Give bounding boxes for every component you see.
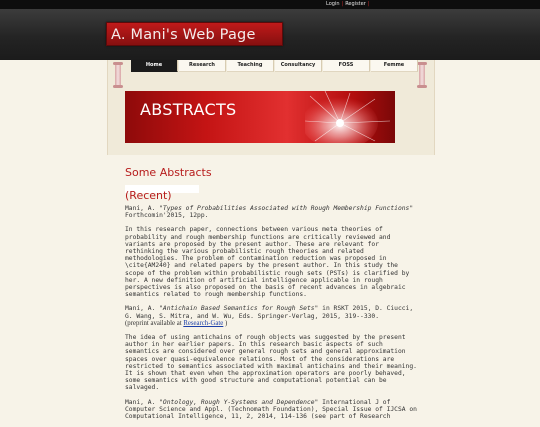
nav-femme[interactable]: Femme bbox=[371, 60, 418, 72]
banner-title: ABSTRACTS bbox=[140, 100, 237, 119]
citation bbox=[125, 399, 417, 421]
abstracts-banner bbox=[125, 91, 395, 143]
nav-home[interactable]: Home bbox=[131, 60, 178, 72]
preprint-suffix: ) bbox=[223, 319, 228, 327]
citation-title: "Ontology, Rough Y-Systems and Dependence" bbox=[159, 398, 319, 406]
citation-venue: International J of Computer Science and Appl. (Technomath Foundation), Special Issue of IJCSA on Computational Intelligence, 11, 2, 2014, 114-136 (see part of Research bbox=[125, 398, 417, 421]
site-header bbox=[0, 9, 540, 60]
nav-foss[interactable]: FOSS bbox=[323, 60, 370, 72]
nav-consultancy[interactable]: Consultancy bbox=[275, 60, 322, 72]
top-bar bbox=[0, 0, 540, 9]
nav-teaching[interactable]: Teaching bbox=[227, 60, 274, 72]
nav-research[interactable]: Research bbox=[179, 60, 226, 72]
site-logo[interactable]: A. Mani's Web Page bbox=[106, 22, 283, 46]
citation-title: "Types of Probabilities Associated with Rough Membership Functions" bbox=[159, 205, 414, 212]
abstracts-list bbox=[125, 205, 417, 427]
citation-venue: in RSKT 2015, D. Ciucci, G. Wang, S. Mitra, and W. Wu, Eds. Springer-Verlag, 2015, 319--330. bbox=[125, 305, 414, 320]
abstract-text: In this research paper, connections between various meta theories of probability and rough membership functions are critically reviewed and variants are proposed by the present author. These are relevant for rethinking the various probabilistic rough theories and related methodologies. The problem of contamination reduction was proposed in \cite{AM240} and related papers by the present author. In this study the scope of the problem within probabilistic rough sets (PSTs) is clarified by her. A new definition of artificial intelligence applicable in rough perspectives is also proposed on the basis of recent advances in algebraic semantics related to rough membership functions. bbox=[125, 226, 410, 299]
citation bbox=[125, 305, 417, 327]
citation bbox=[125, 205, 417, 219]
main-nav bbox=[131, 60, 419, 72]
citation-author: Mani, A. bbox=[125, 305, 160, 313]
recent-subheading: (Recent) bbox=[125, 189, 172, 202]
abstract-text: The idea of using antichains of rough objects was suggested by the present author in her earlier papers. In this research basic aspects of such semantics are considered over general rough sets and general approximation spaces over quasi-equivalence relations. Most of the considerations are restricted to semantics associated with maximal antichains and their meaning. It is shown that even when the approximation operators are poorly behaved, some semantics with good structure and computational potential can be salvaged. bbox=[125, 334, 417, 392]
citation-author: Mani, A. bbox=[125, 398, 160, 406]
register-link[interactable]: Register bbox=[345, 1, 366, 7]
link-separator: | bbox=[341, 1, 344, 7]
decorative-pillar-right bbox=[419, 62, 425, 88]
flower-graphic bbox=[305, 91, 395, 143]
login-link[interactable]: Login bbox=[326, 1, 340, 7]
page-heading: Some Abstracts bbox=[125, 166, 212, 179]
preprint-note bbox=[125, 320, 227, 327]
citation-venue: Forthcomin'2015, 12pp. bbox=[125, 212, 209, 220]
research-gate-link[interactable]: Research-Gate bbox=[183, 319, 224, 327]
citation-author: Mani, A. bbox=[125, 205, 160, 212]
citation-title: "Antichain Based Semantics for Rough Sets" bbox=[159, 305, 319, 313]
decorative-pillar-left bbox=[115, 62, 121, 88]
preprint-prefix: (preprint available at bbox=[125, 319, 184, 327]
account-links bbox=[326, 0, 371, 9]
link-separator: | bbox=[367, 1, 370, 7]
